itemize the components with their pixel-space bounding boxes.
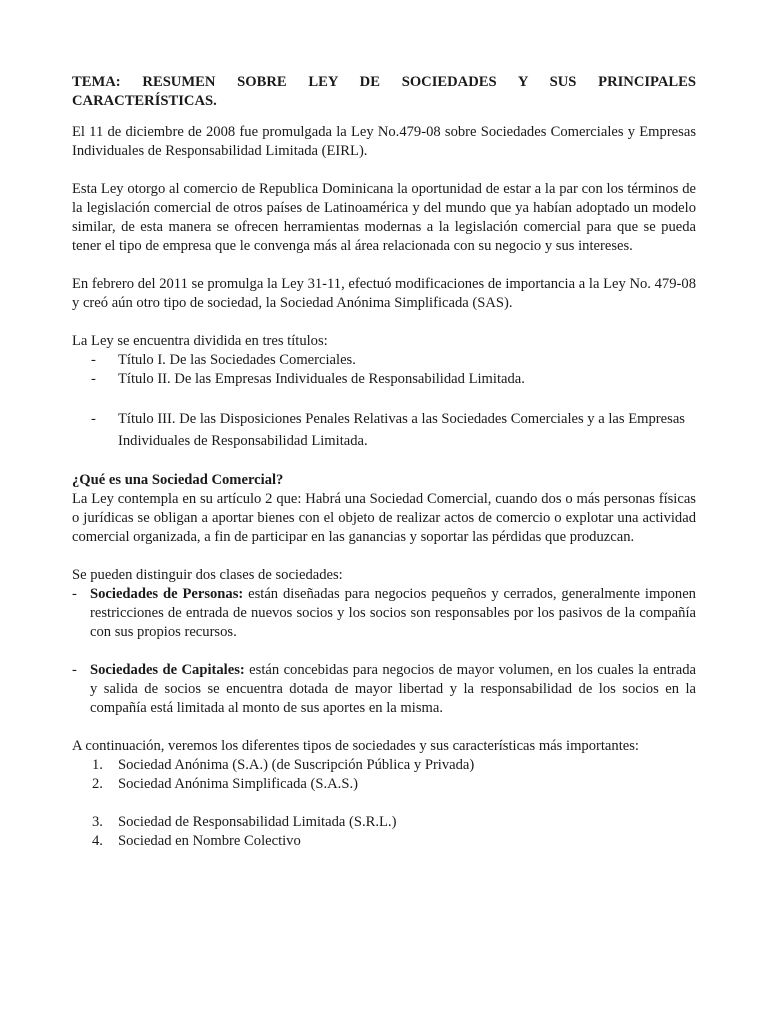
list-item [72, 661, 696, 718]
paragraph-law-context: Esta Ley otorgo al comercio de Republica Dominicana la oportunidad de estar a la par con los términos de la legislación comercial de otros países de Latinoamérica y del mundo que ya habían adoptado un modelo similar, de esta manera se ofrecen herramientas modernas a la legislación comercial para que se pueda tener el tipo de empresa que le convenga más al área relacionada con su negocio y sus intereses. [72, 181, 696, 254]
classes-list [72, 585, 696, 718]
list-item [72, 775, 696, 794]
section-spacer [72, 452, 696, 471]
list-spacer [72, 794, 696, 813]
title-item-label: Título II. De las Empresas Individuales de Responsabilidad Limitada. [118, 371, 525, 387]
list-item [72, 813, 696, 832]
class-item-text [90, 585, 696, 642]
class-description: están concebidas para negocios de mayor volumen, en los cuales la entrada y salida de socios se encuentra dotada de mayor libertad y la responsabilidad de los socios en la compañía está limitada al monto de sus aportes en la misma. [90, 662, 697, 716]
document-title: TEMA: RESUMEN SOBRE LEY DE SOCIEDADES Y SUS PRINCIPALES CARACTERÍSTICAS. [72, 74, 696, 109]
type-label: Sociedad en Nombre Colectivo [118, 833, 301, 849]
title-item-label: Título I. De las Sociedades Comerciales. [118, 352, 356, 368]
list-number: 2. [92, 776, 103, 792]
list-item [72, 832, 696, 851]
paragraph-law-promulgation: El 11 de diciembre de 2008 fue promulgada la Ley No.479-08 sobre Sociedades Comerciales y Empresas Individuales de Responsabilidad Limitada (EIRL). [72, 124, 696, 159]
list-item [72, 408, 696, 452]
types-list [72, 756, 696, 851]
titles-intro: La Ley se encuentra dividida en tres títulos: [72, 333, 328, 349]
type-label: Sociedad Anónima Simplificada (S.A.S.) [118, 776, 358, 792]
class-item-text [90, 661, 696, 718]
types-intro: A continuación, veremos los diferentes tipos de sociedades y sus características más importantes: [72, 738, 639, 754]
dash-bullet: - [91, 371, 96, 387]
type-label: Sociedad de Responsabilidad Limitada (S.R.L.) [118, 814, 397, 830]
list-number: 3. [92, 814, 103, 830]
document-page [72, 73, 696, 851]
type-label: Sociedad Anónima (S.A.) (de Suscripción Pública y Privada) [118, 757, 475, 773]
classes-intro: Se pueden distinguir dos clases de sociedades: [72, 567, 343, 583]
title-item-label: Título III. De las Disposiciones Penales Relativas a las Sociedades Comerciales y a las Empresas Individuales de Responsabilidad Limitada. [118, 411, 685, 449]
list-item [72, 756, 696, 775]
dash-bullet: - [91, 411, 96, 427]
section-spacer [72, 718, 696, 737]
list-item [72, 370, 696, 389]
list-number: 1. [92, 757, 103, 773]
dash-bullet: - [72, 662, 77, 678]
list-item [72, 585, 696, 642]
paragraph-definition: La Ley contempla en su artículo 2 que: Habrá una Sociedad Comercial, cuando dos o más personas físicas o jurídicas se obligan a aportar bienes con el objeto de realizar actos de comercio o explotar una actividad comercial organizada, a fin de participar en las ganancias y soportar las pérdidas que produzcan. [72, 491, 696, 545]
class-description: están diseñadas para negocios pequeños y cerrados, generalmente imponen restricciones de entrada de nuevos socios y los socios son responsables por los pasivos de la compañía con sus propios recursos. [90, 586, 696, 640]
paragraph-law-modification: En febrero del 2011 se promulga la Ley 31-11, efectuó modificaciones de importancia a la Ley No. 479-08 y creó aún otro tipo de sociedad, la Sociedad Anónima Simplificada (SAS). [72, 276, 696, 311]
titles-list [72, 351, 696, 452]
class-term: Sociedades de Capitales: [90, 662, 245, 678]
question-heading [72, 471, 696, 490]
list-spacer [72, 642, 696, 661]
class-term: Sociedades de Personas: [90, 586, 244, 602]
list-item [72, 351, 696, 370]
dash-bullet: - [72, 586, 77, 602]
dash-bullet: - [91, 352, 96, 368]
list-number: 4. [92, 833, 103, 849]
question-heading-text: ¿Qué es una Sociedad Comercial? [72, 472, 284, 488]
list-spacer [72, 389, 696, 408]
